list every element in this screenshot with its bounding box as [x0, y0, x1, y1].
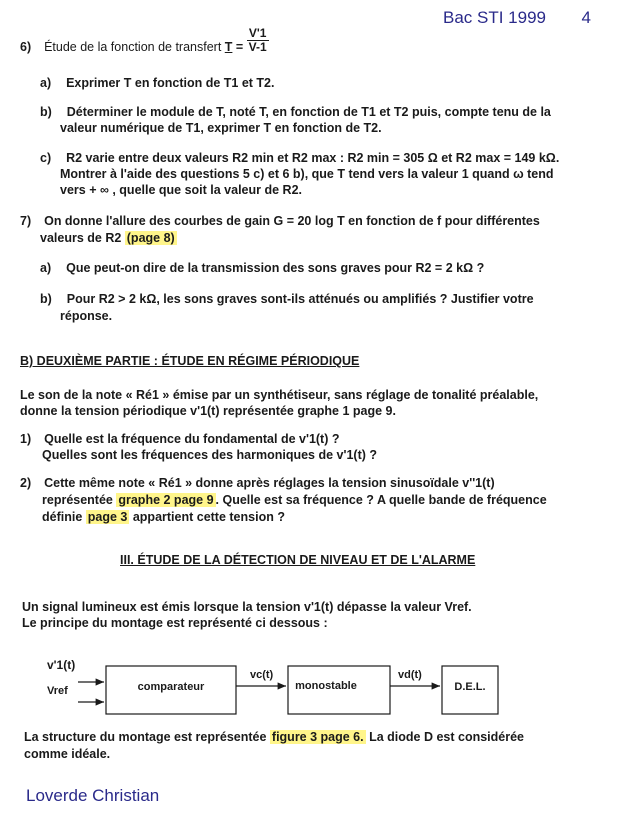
signal-vc-label: vc(t) [250, 669, 274, 681]
part-iii-outro-line1: La structure du montage est représentée [24, 730, 270, 744]
input-vref-label: Vref [47, 685, 68, 697]
part-iii-outro-line1-end: La diode D est considérée [365, 730, 524, 744]
part-iii-outro [24, 729, 524, 763]
q7a-label: a) [40, 261, 52, 275]
part-b-q1-line2: Quelles sont les fréquences des harmoniques de v'1(t) ? [42, 448, 378, 462]
q7a-text: Que peut-on dire de la transmission des sons graves pour R2 = 2 kΩ ? [66, 261, 485, 275]
figure3-page-ref-highlight: figure 3 page 6. [271, 730, 364, 744]
part-b-q2 [20, 475, 547, 526]
part-iii-outro-line2: comme idéale. [24, 747, 111, 761]
fraction-numerator: V'1 [247, 27, 269, 41]
q6c [40, 150, 559, 198]
q7a [40, 261, 484, 275]
q6-fraction [247, 27, 269, 54]
part-b-intro-line1: Le son de la note « Ré1 » émise par un synthétiseur, sans réglage de tonalité préalable, [20, 388, 539, 402]
del-label: D.E.L. [454, 681, 486, 693]
part-b-q2-line3-end: appartient cette tension ? [129, 510, 285, 524]
signal-vd-label: vd(t) [398, 669, 422, 681]
part-b-q2-line1: Cette même note « Ré1 » donne après réglages la tension sinusoïdale v''1(t) [44, 476, 495, 490]
q6-title-text: Étude de la fonction de transfert [44, 40, 225, 54]
document-header [443, 8, 591, 28]
q6a-label: a) [40, 76, 52, 90]
q6b-line1: Déterminer le module de T, noté T, en fonction de T1 et T2 puis, compte tenu de la [66, 105, 551, 119]
part-b-q2-line2: représentée [42, 493, 117, 507]
part-iii-heading: III. ÉTUDE DE LA DÉTECTION DE NIVEAU ET DE L'ALARME [120, 553, 476, 567]
part-b-intro-line2: donne la tension périodique v'1(t) représentée graphe 1 page 9. [20, 404, 396, 418]
part-b-q2-label: 2) [20, 476, 32, 490]
q7-line1: On donne l'allure des courbes de gain G = 20 log T en fonction de f pour différentes [44, 214, 540, 228]
part-b-q2-line3: définie [42, 510, 86, 524]
q6-title [20, 26, 269, 55]
q7-line2: valeurs de R2 [40, 231, 125, 245]
part-b-q1-line1: Quelle est la fréquence du fondamental de v'1(t) ? [44, 432, 340, 446]
q7-label: 7) [20, 214, 32, 228]
part-b-heading: B) DEUXIÈME PARTIE : ÉTUDE EN RÉGIME PÉRIODIQUE [20, 354, 360, 368]
q6b-line2: valeur numérique de T1, exprimer T en fonction de T2. [60, 121, 382, 135]
q6-label: 6) [20, 40, 32, 54]
q6c-line1: R2 varie entre deux valeurs R2 min et R2 max : R2 min = 305 Ω et R2 max = 149 kΩ. [66, 151, 560, 165]
graph2-page-ref-highlight: graphe 2 page 9 [118, 493, 214, 507]
page3-ref-highlight: page 3 [87, 510, 128, 524]
part-iii-intro-line1: Un signal lumineux est émis lorsque la tension v'1(t) dépasse la valeur Vref. [22, 600, 472, 614]
part-b-q1-label: 1) [20, 432, 32, 446]
q6b [40, 104, 551, 136]
q7-page-ref-highlight: (page 8) [126, 231, 175, 245]
fraction-denominator: V-1 [248, 40, 267, 55]
header-page-number: 4 [581, 8, 591, 27]
q7b [40, 291, 534, 325]
block-diagram [0, 652, 618, 724]
q6c-line2: Montrer à l'aide des questions 5 c) et 6 b), que T tend vers la valeur 1 quand ω tend [60, 167, 554, 181]
footer-author: Loverde Christian [26, 786, 160, 805]
q6a [40, 76, 274, 90]
input-v1-label: v'1(t) [47, 658, 76, 672]
q6b-label: b) [40, 105, 52, 119]
q6-equals: = [232, 40, 247, 54]
part-b-q1 [20, 431, 377, 463]
q6a-text: Exprimer T en fonction de T1 et T2. [66, 76, 275, 90]
q6c-line3: vers + ∞ , quelle que soit la valeur de R2. [60, 183, 302, 197]
part-iii-intro-line2: Le principe du montage est représenté ci dessous : [22, 616, 328, 630]
part-b-q2-line2-end: . Quelle est sa fréquence ? A quelle bande de fréquence [215, 493, 547, 507]
q7b-label: b) [40, 292, 52, 306]
part-iii-intro [22, 599, 472, 631]
monostable-label: monostable [295, 680, 357, 692]
q6-T-symbol: T [224, 40, 233, 54]
header-title: Bac STI 1999 [443, 8, 547, 27]
q6c-label: c) [40, 151, 52, 165]
part-b-intro [20, 387, 538, 419]
comparator-label: comparateur [137, 681, 205, 693]
q7 [20, 213, 540, 247]
q7b-line2: réponse. [60, 309, 113, 323]
q7b-line1: Pour R2 > 2 kΩ, les sons graves sont-ils atténués ou amplifiés ? Justifier votre [66, 292, 534, 306]
